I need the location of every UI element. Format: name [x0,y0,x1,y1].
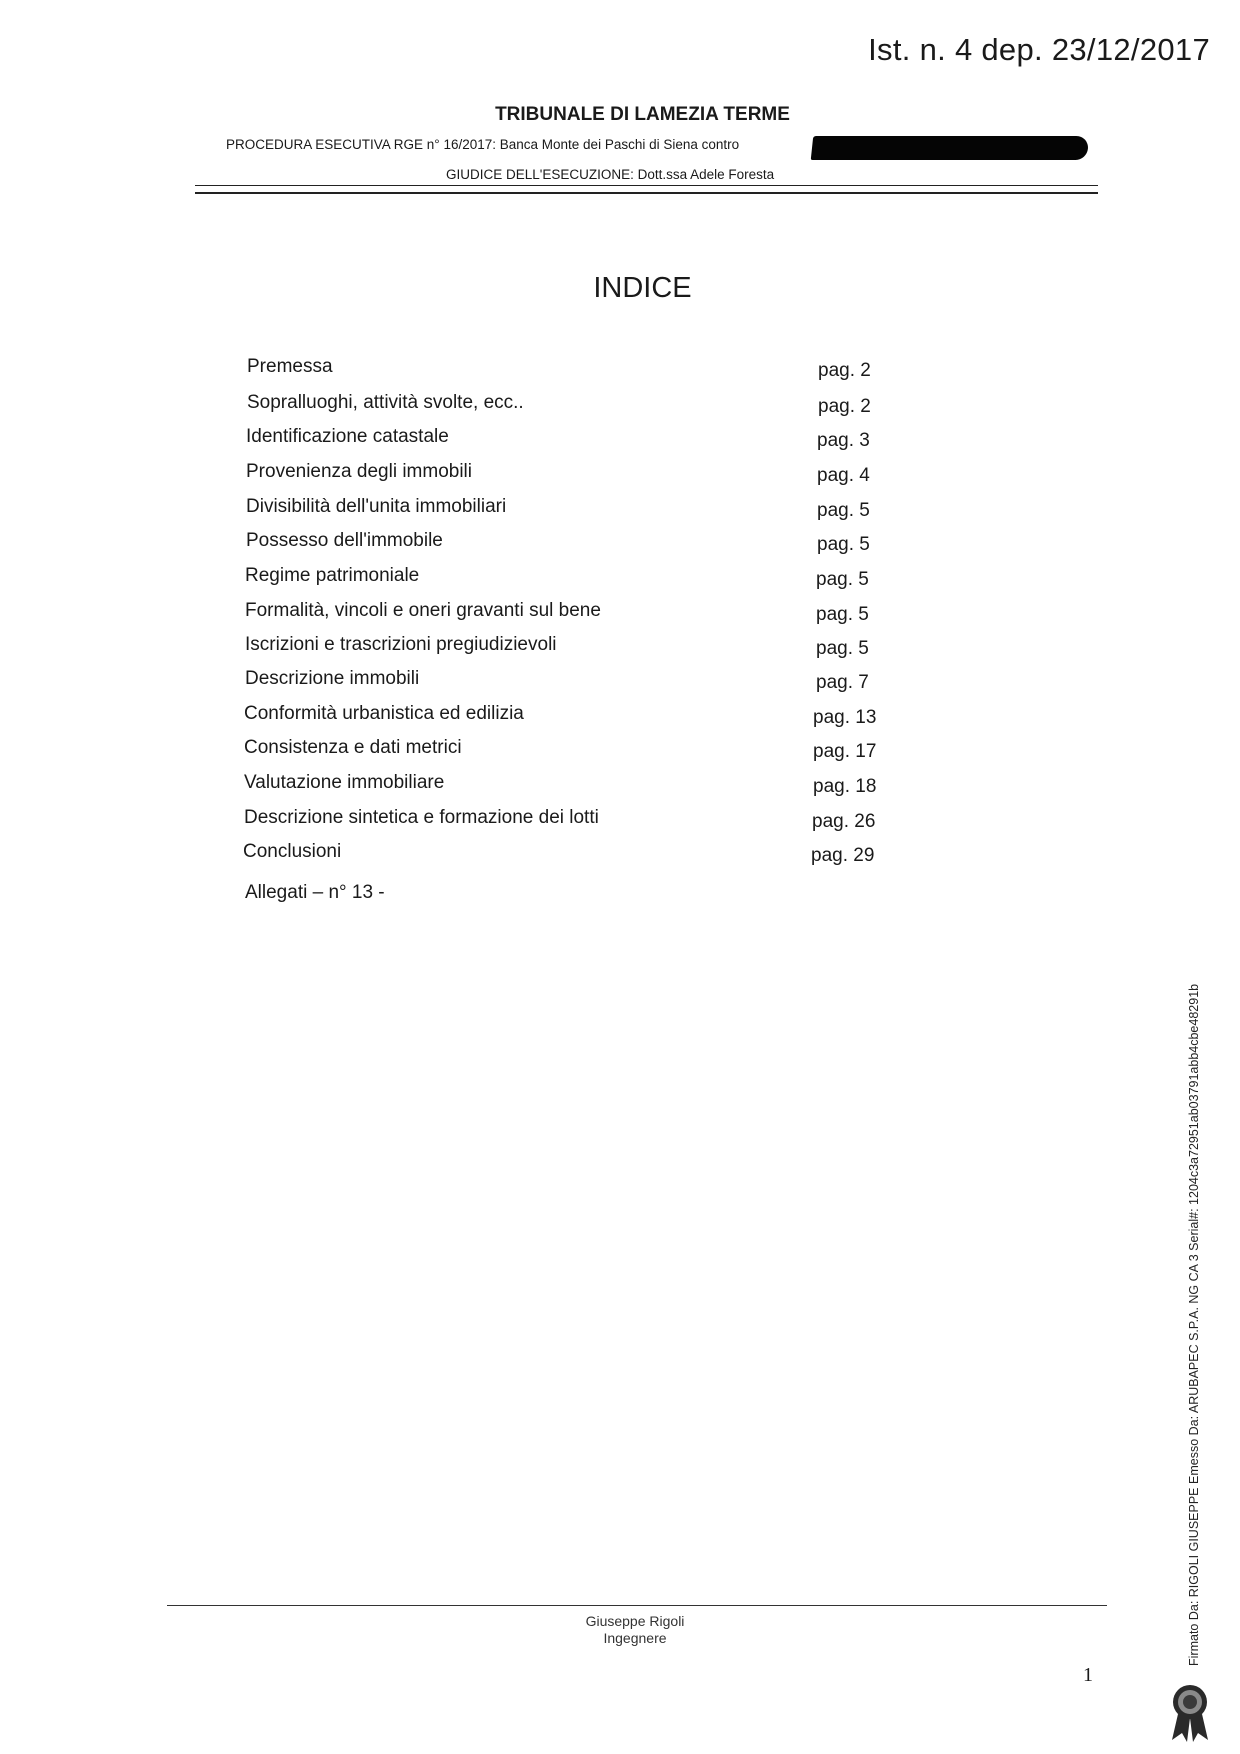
toc-entry-title: Conclusioni [243,841,342,862]
toc-entry-page: pag. 5 [816,569,869,590]
toc-row [244,807,894,837]
toc-entry-title: Regime patrimoniale [245,565,420,586]
toc-row [247,392,897,422]
signature-seal-icon [1160,1678,1220,1744]
toc-row [245,668,895,698]
filing-stamp: Ist. n. 4 dep. 23/12/2017 [868,32,1210,67]
toc-entry-page: pag. 5 [817,500,870,521]
toc-entry-page: pag. 7 [816,672,869,693]
toc-entry-title: Conformità urbanistica ed edilizia [244,703,524,724]
header-rule-thick [195,192,1098,194]
toc-row [245,600,895,630]
toc-entry-title: Divisibilità dell'unita immobiliari [246,496,507,517]
toc-entry-page: pag. 2 [818,396,871,417]
court-name: TRIBUNALE DI LAMEZIA TERME [495,104,790,125]
toc-entry-page: pag. 5 [816,604,869,625]
author-name: Giuseppe Rigoli [585,1613,685,1629]
procedure-line: PROCEDURA ESECUTIVA RGE n° 16/2017: Banca Monte dei Paschi di Siena contro [226,137,740,152]
toc-entry-title: Valutazione immobiliare [244,772,445,793]
toc-entry-title: Formalità, vincoli e oneri gravanti sul bene [245,600,601,621]
page-title [0,272,1240,305]
toc-entry-title: Consistenza e dati metrici [244,737,462,758]
toc-entry-page: pag. 13 [813,707,877,728]
toc-entry-title: Provenienza degli immobili [246,461,472,482]
toc-entry-title: Sopralluoghi, attività svolte, ecc.. [247,392,524,413]
toc-entry-page: pag. 2 [818,360,871,381]
footer-rule [167,1605,1107,1606]
toc-row [246,461,896,491]
attachments-note: Allegati – n° 13 - [245,882,385,903]
toc-entry-page: pag. 5 [816,638,869,659]
toc-entry-title: Premessa [247,356,333,377]
page-number: 1 [1083,1664,1093,1686]
toc-row [247,356,897,386]
digital-signature-text: Firmato Da: RIGOLI GIUSEPPE Emesso Da: ARUBAPEC S.P.A. NG CA 3 Serial#: 1204c3a72951ab03791abb4cbe48291b [1187,983,1201,1666]
header-rule-thin [195,185,1098,186]
toc-row [244,772,894,802]
page-title-text: INDICE [593,272,692,304]
toc-entry-page: pag. 26 [812,811,876,832]
toc-entry-page: pag. 17 [813,741,877,762]
toc-row [246,496,896,526]
toc-entry-title: Descrizione sintetica e formazione dei lotti [244,807,599,828]
toc-entry-title: Identificazione catastale [246,426,449,447]
toc-entry-page: pag. 5 [817,534,870,555]
toc-row [246,530,896,560]
toc-entry-page: pag. 4 [817,465,870,486]
redaction-bar [811,136,1090,160]
toc-row [245,565,895,595]
toc-entry-title: Possesso dell'immobile [246,530,443,551]
court-heading [0,104,1240,126]
author-block [560,1613,710,1647]
toc-entry-page: pag. 3 [817,430,870,451]
judge-line: GIUDICE DELL'ESECUZIONE: Dott.ssa Adele Foresta [446,167,775,182]
toc-entry-page: pag. 18 [813,776,877,797]
toc-entry-title: Descrizione immobili [245,668,420,689]
toc-row [243,841,893,871]
toc-entry-title: Iscrizioni e trascrizioni pregiudizievoli [245,634,557,655]
toc-row [244,737,894,767]
toc-row [246,426,896,456]
toc-row [245,634,895,664]
author-title: Ingegnere [603,1630,667,1646]
toc-row [244,703,894,733]
toc-entry-page: pag. 29 [811,845,875,866]
